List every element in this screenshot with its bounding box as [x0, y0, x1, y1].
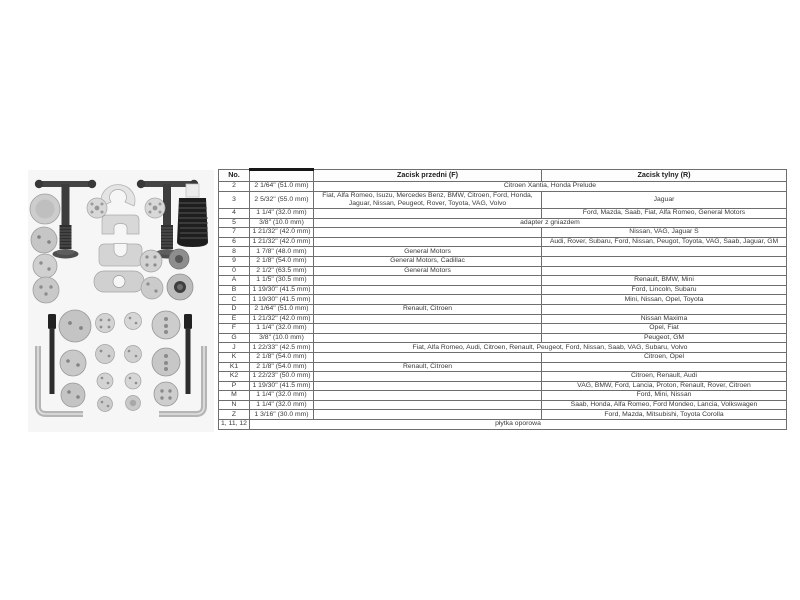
cell-rear: Ford, Mazda, Mitsubishi, Toyota Corolla	[542, 410, 787, 420]
cell-front	[314, 400, 542, 410]
table-row	[219, 228, 787, 238]
cell-front	[314, 372, 542, 382]
cell-rear: VAG, BMW, Ford, Lancia, Proton, Renault, Rover, Citroen	[542, 381, 787, 391]
cell-size: 2 1/2" (63.5 mm)	[250, 266, 314, 276]
table-row	[219, 381, 787, 391]
cell-rear: Ford, Mazda, Saab, Fiat, Alfa Romeo, General Motors	[542, 209, 787, 219]
cell-front	[314, 324, 542, 334]
table-row	[219, 410, 787, 420]
cell-size: 1 21/32" (42.0 mm)	[250, 237, 314, 247]
cell-no: 3	[219, 191, 250, 208]
caliper-spec-table	[218, 168, 787, 430]
table-header-row	[219, 170, 787, 182]
table-row	[219, 324, 787, 334]
cell-size: 1 21/32" (42.0 mm)	[250, 314, 314, 324]
cell-rear	[542, 304, 787, 314]
cell-front	[314, 228, 542, 238]
cell-size: 1 1/4" (32.0 mm)	[250, 391, 314, 401]
cell-rear: Mini, Nissan, Opel, Toyota	[542, 295, 787, 305]
table-row	[219, 218, 787, 228]
cell-no: E	[219, 314, 250, 324]
cell-front	[314, 333, 542, 343]
cell-no: 9	[219, 256, 250, 266]
cell-size: 1 1/5" (30.5 mm)	[250, 276, 314, 286]
table-row	[219, 391, 787, 401]
cell-no: M	[219, 391, 250, 401]
table-row	[219, 333, 787, 343]
cell-rear: Renault, BMW, Mini	[542, 276, 787, 286]
cell-front	[314, 352, 542, 362]
cell-no: B	[219, 285, 250, 295]
cell-rear: Nissan Maxima	[542, 314, 787, 324]
cell-size: 1 1/4" (32.0 mm)	[250, 209, 314, 219]
cell-front	[314, 237, 542, 247]
table-row	[219, 191, 787, 208]
cell-front	[314, 381, 542, 391]
cell-size: 2 5/32" (55.0 mm)	[250, 191, 314, 208]
table-row	[219, 209, 787, 219]
cell-no: 6	[219, 237, 250, 247]
cell-no: K	[219, 352, 250, 362]
cell-rear: Audi, Rover, Subaru, Ford, Nissan, Peugot, Toyota, VAG, Saab, Jaguar, GM	[542, 237, 787, 247]
cell-size: 2 1/8" (54.0 mm)	[250, 352, 314, 362]
cell-rear: Peugeot, GM	[542, 333, 787, 343]
table-row	[219, 247, 787, 257]
table-row	[219, 400, 787, 410]
table-row	[219, 304, 787, 314]
cell-front: Fiat, Alfa Romeo, Isuzu, Mercedes Benz, BMW, Citroen, Ford, Honda, Jaguar, Nissan, Peugeot, Rover, Toyota, VAG, Volvo	[314, 191, 542, 208]
cell-front	[314, 410, 542, 420]
cell-no: 1, 11, 12	[219, 420, 250, 430]
cell-size: 1 19/30" (41.5 mm)	[250, 295, 314, 305]
cell-size: 3/8" (10.0 mm)	[250, 218, 314, 228]
cell-size: 1 19/30" (41.5 mm)	[250, 381, 314, 391]
cell-rear: Citroen, Renault, Audi	[542, 372, 787, 382]
cell-size: 3/8" (10.0 mm)	[250, 333, 314, 343]
cell-rear: Ford, Mini, Nissan	[542, 391, 787, 401]
cell-rear: Saab, Honda, Alfa Romeo, Ford Mondeo, Lancia, Volkswagen	[542, 400, 787, 410]
cell-size: 1 19/30" (41.5 mm)	[250, 285, 314, 295]
cell-size: 2 1/8" (54.0 mm)	[250, 256, 314, 266]
table-row	[219, 372, 787, 382]
cell-rear	[542, 362, 787, 372]
cell-front: General Motors, Cadillac	[314, 256, 542, 266]
table-row	[219, 343, 787, 353]
table-row	[219, 352, 787, 362]
cell-no: 5	[219, 218, 250, 228]
cell-no: G	[219, 333, 250, 343]
cell-size: 1 7/8" (48.0 mm)	[250, 247, 314, 257]
cell-front	[314, 391, 542, 401]
table-row	[219, 285, 787, 295]
cell-rear: Nissan, VAG, Jaguar S	[542, 228, 787, 238]
cell-no: Z	[219, 410, 250, 420]
cell-full-span: płytka oporowa	[250, 420, 787, 430]
cell-no: 8	[219, 247, 250, 257]
cell-no: 0	[219, 266, 250, 276]
cell-front	[314, 295, 542, 305]
pin-disc-small-right	[145, 198, 165, 218]
table-row	[219, 182, 787, 192]
cell-size: 2 1/64" (51.0 mm)	[250, 182, 314, 192]
cell-rear	[542, 266, 787, 276]
cell-rear: Opel, Fiat	[542, 324, 787, 334]
spec-table-body	[219, 182, 787, 430]
cell-no: 7	[219, 228, 250, 238]
table-row	[219, 420, 787, 430]
table-row	[219, 256, 787, 266]
cell-no: K1	[219, 362, 250, 372]
table-row	[219, 314, 787, 324]
kit-photo	[28, 170, 214, 432]
cell-no: N	[219, 400, 250, 410]
cell-rear	[542, 247, 787, 257]
cell-front	[314, 314, 542, 324]
cell-span: Citroen Xantia, Honda Prelude	[314, 182, 787, 192]
cell-no: J	[219, 343, 250, 353]
cell-no: P	[219, 381, 250, 391]
cell-rear: Citroen, Opel	[542, 352, 787, 362]
cell-no: F	[219, 324, 250, 334]
cell-front: Renault, Citroen	[314, 304, 542, 314]
cell-size: 2 1/8" (54.0 mm)	[250, 362, 314, 372]
cell-front: Renault, Citroen	[314, 362, 542, 372]
cell-no: A	[219, 276, 250, 286]
cell-size: 1 22/23" (50.0 mm)	[250, 372, 314, 382]
table-row	[219, 276, 787, 286]
cell-front	[314, 285, 542, 295]
cell-span: Fiat, Alfa Romeo, Audi, Citroen, Renault, Peugeot, Ford, Nissan, Saab, VAG, Subaru, Volvo	[314, 343, 787, 353]
cell-rear: Jaguar	[542, 191, 787, 208]
col-header-size	[250, 170, 314, 182]
cell-size: 1 1/4" (32.0 mm)	[250, 324, 314, 334]
cell-rear: Ford, Lincoln, Subaru	[542, 285, 787, 295]
cell-size: 1 21/32" (42.0 mm)	[250, 228, 314, 238]
cell-no: D	[219, 304, 250, 314]
cell-no: C	[219, 295, 250, 305]
table-row	[219, 266, 787, 276]
cell-size: 1 3/16" (30.0 mm)	[250, 410, 314, 420]
cell-front: General Motors	[314, 247, 542, 257]
col-header-no: No.	[219, 170, 250, 182]
cell-size: 2 1/64" (51.0 mm)	[250, 304, 314, 314]
cell-size: 1 22/33" (42.5 mm)	[250, 343, 314, 353]
cell-no: K2	[219, 372, 250, 382]
cell-front: General Motors	[314, 266, 542, 276]
col-header-rear-caliper: Zacisk tylny (R)	[542, 170, 787, 182]
pin-disc-small-left	[87, 198, 107, 218]
col-header-front-caliper: Zacisk przedni (F)	[314, 170, 542, 182]
cell-front	[314, 276, 542, 286]
table-row	[219, 362, 787, 372]
cell-front	[314, 209, 542, 219]
cell-rear	[542, 256, 787, 266]
table-row	[219, 237, 787, 247]
kit-photo-graphic	[28, 170, 214, 432]
cell-size: 1 1/4" (32.0 mm)	[250, 400, 314, 410]
cell-span: adapter z gniazdem	[314, 218, 787, 228]
cell-no: 2	[219, 182, 250, 192]
table-row	[219, 295, 787, 305]
cell-no: 4	[219, 209, 250, 219]
